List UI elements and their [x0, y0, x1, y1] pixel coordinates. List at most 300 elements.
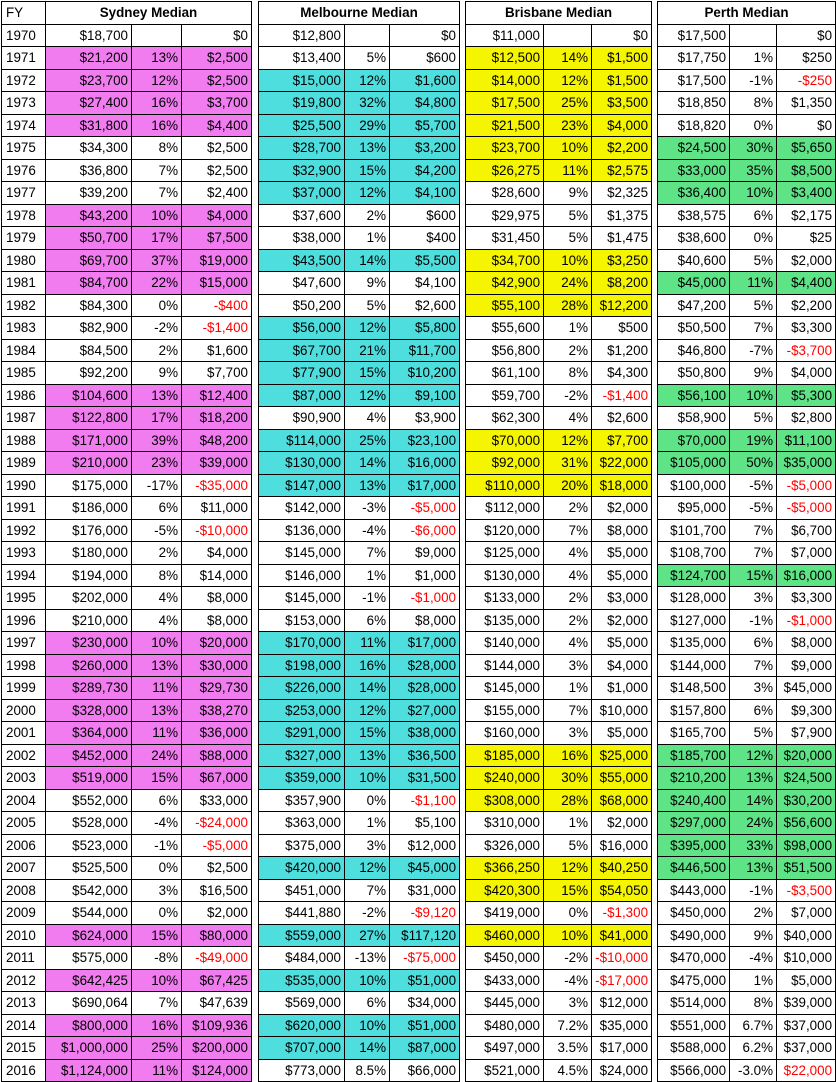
table-row — [2, 24, 836, 47]
melbourne-change-cell: $9,100 — [390, 384, 460, 407]
perth-pct-cell: 6% — [730, 204, 777, 227]
sydney-change-cell: $124,000 — [182, 1059, 252, 1082]
perth-change-cell: -$250 — [777, 69, 836, 92]
fy-cell: 1973 — [2, 92, 46, 115]
table-row — [2, 474, 836, 497]
sydney-median-cell: $525,500 — [46, 857, 132, 880]
perth-pct-cell: 7% — [730, 317, 777, 340]
perth-median-cell: $470,000 — [658, 947, 730, 970]
brisbane-pct-cell: 1% — [544, 812, 592, 835]
perth-pct-cell: -5% — [730, 497, 777, 520]
brisbane-change-cell: $1,000 — [592, 677, 652, 700]
melbourne-pct-cell: 11% — [345, 632, 390, 655]
column-gap — [252, 497, 259, 520]
fy-cell: 1980 — [2, 249, 46, 272]
brisbane-median-cell: $34,700 — [466, 249, 544, 272]
perth-pct-cell: 5% — [730, 722, 777, 745]
brisbane-median-cell: $155,000 — [466, 699, 544, 722]
fy-cell: 2012 — [2, 969, 46, 992]
sydney-change-cell: $2,500 — [182, 857, 252, 880]
sydney-pct-cell: 15% — [132, 924, 182, 947]
melbourne-median-cell: $77,900 — [259, 362, 345, 385]
perth-pct-cell: 8% — [730, 92, 777, 115]
sydney-median-cell: $84,700 — [46, 272, 132, 295]
brisbane-median-cell: $31,450 — [466, 227, 544, 250]
brisbane-change-cell: $1,475 — [592, 227, 652, 250]
fy-cell: 2000 — [2, 699, 46, 722]
column-gap — [252, 182, 259, 205]
brisbane-pct-cell: 12% — [544, 429, 592, 452]
perth-pct-cell: 5% — [730, 294, 777, 317]
perth-change-cell: $2,800 — [777, 407, 836, 430]
column-gap — [252, 767, 259, 790]
brisbane-median-cell: $308,000 — [466, 789, 544, 812]
sydney-pct-cell: 11% — [132, 677, 182, 700]
melbourne-median-cell: $130,000 — [259, 452, 345, 475]
brisbane-pct-cell: 4% — [544, 542, 592, 565]
perth-pct-cell: 33% — [730, 834, 777, 857]
sydney-change-cell: $48,200 — [182, 429, 252, 452]
fy-cell: 1996 — [2, 609, 46, 632]
table-row — [2, 317, 836, 340]
brisbane-pct-cell: 3% — [544, 992, 592, 1015]
sydney-change-cell: $2,500 — [182, 47, 252, 70]
brisbane-change-cell: $2,000 — [592, 609, 652, 632]
perth-median-cell: $95,000 — [658, 497, 730, 520]
perth-pct-cell: 0% — [730, 227, 777, 250]
sydney-change-cell: $4,400 — [182, 114, 252, 137]
sydney-median-cell: $1,124,000 — [46, 1059, 132, 1082]
brisbane-median-cell: $433,000 — [466, 969, 544, 992]
sydney-change-cell: $33,000 — [182, 789, 252, 812]
perth-median-cell: $157,800 — [658, 699, 730, 722]
brisbane-pct-cell: 2% — [544, 339, 592, 362]
fy-cell: 2001 — [2, 722, 46, 745]
brisbane-median-cell: $12,500 — [466, 47, 544, 70]
melbourne-median-cell: $38,000 — [259, 227, 345, 250]
fy-cell: 1977 — [2, 182, 46, 205]
sydney-change-cell: $12,400 — [182, 384, 252, 407]
melbourne-change-cell: $23,100 — [390, 429, 460, 452]
melbourne-pct-cell: 5% — [345, 47, 390, 70]
sydney-change-cell: $14,000 — [182, 564, 252, 587]
melbourne-change-cell: $600 — [390, 47, 460, 70]
melbourne-median-cell: $147,000 — [259, 474, 345, 497]
brisbane-change-cell: $8,200 — [592, 272, 652, 295]
melbourne-change-cell: -$1,000 — [390, 587, 460, 610]
perth-change-cell: $6,700 — [777, 519, 836, 542]
melbourne-change-cell: $600 — [390, 204, 460, 227]
fy-cell: 1981 — [2, 272, 46, 295]
melbourne-change-cell: $34,000 — [390, 992, 460, 1015]
sydney-change-cell: $16,500 — [182, 879, 252, 902]
melbourne-median-cell: $327,000 — [259, 744, 345, 767]
perth-change-cell: $40,000 — [777, 924, 836, 947]
perth-change-cell: -$5,000 — [777, 497, 836, 520]
brisbane-median-cell: $28,600 — [466, 182, 544, 205]
column-gap — [252, 902, 259, 925]
fy-cell: 1985 — [2, 362, 46, 385]
perth-median-cell: $17,750 — [658, 47, 730, 70]
brisbane-pct-cell: 7.2% — [544, 1014, 592, 1037]
perth-pct-cell: 5% — [730, 249, 777, 272]
melbourne-change-cell: $4,200 — [390, 159, 460, 182]
melbourne-median-cell: $170,000 — [259, 632, 345, 655]
perth-median-cell: $395,000 — [658, 834, 730, 857]
melbourne-pct-cell: 27% — [345, 924, 390, 947]
sydney-change-cell: $0 — [182, 24, 252, 47]
fy-cell: 2015 — [2, 1037, 46, 1060]
perth-change-cell: $37,000 — [777, 1037, 836, 1060]
perth-change-cell: $0 — [777, 24, 836, 47]
sydney-median-cell: $50,700 — [46, 227, 132, 250]
brisbane-change-cell: $3,250 — [592, 249, 652, 272]
table-row — [2, 159, 836, 182]
fy-cell: 1994 — [2, 564, 46, 587]
fy-cell: 2003 — [2, 767, 46, 790]
brisbane-pct-cell: 16% — [544, 744, 592, 767]
column-gap — [252, 227, 259, 250]
perth-median-cell: $105,000 — [658, 452, 730, 475]
table-row — [2, 609, 836, 632]
sydney-pct-cell: 22% — [132, 272, 182, 295]
perth-median-cell: $50,800 — [658, 362, 730, 385]
perth-median-cell: $128,000 — [658, 587, 730, 610]
melbourne-median-cell: $37,600 — [259, 204, 345, 227]
perth-median-cell: $18,820 — [658, 114, 730, 137]
perth-median-cell: $101,700 — [658, 519, 730, 542]
melbourne-median-cell: $145,000 — [259, 587, 345, 610]
melbourne-median-cell: $375,000 — [259, 834, 345, 857]
fy-cell: 1997 — [2, 632, 46, 655]
sydney-pct-cell — [132, 24, 182, 47]
sydney-pct-cell: 16% — [132, 1014, 182, 1037]
column-gap — [252, 587, 259, 610]
sydney-change-cell: $7,500 — [182, 227, 252, 250]
column-gap — [252, 474, 259, 497]
column-gap — [252, 519, 259, 542]
sydney-header: Sydney Median — [46, 2, 252, 25]
melbourne-median-cell: $15,000 — [259, 69, 345, 92]
fy-cell: 1995 — [2, 587, 46, 610]
perth-median-cell: $210,200 — [658, 767, 730, 790]
fy-cell: 1974 — [2, 114, 46, 137]
fy-cell: 1998 — [2, 654, 46, 677]
fy-cell: 1970 — [2, 24, 46, 47]
perth-change-cell: $2,000 — [777, 249, 836, 272]
brisbane-pct-cell — [544, 24, 592, 47]
column-gap — [252, 1037, 259, 1060]
fy-cell: 1978 — [2, 204, 46, 227]
perth-change-cell: $2,200 — [777, 294, 836, 317]
melbourne-pct-cell: 12% — [345, 699, 390, 722]
sydney-pct-cell: 8% — [132, 137, 182, 160]
sydney-pct-cell: 10% — [132, 632, 182, 655]
melbourne-pct-cell: 1% — [345, 564, 390, 587]
brisbane-change-cell: $54,050 — [592, 879, 652, 902]
melbourne-median-cell: $620,000 — [259, 1014, 345, 1037]
brisbane-change-cell: $8,000 — [592, 519, 652, 542]
sydney-change-cell: $11,000 — [182, 497, 252, 520]
melbourne-header: Melbourne Median — [259, 2, 460, 25]
sydney-change-cell: -$1,400 — [182, 317, 252, 340]
perth-change-cell: $2,175 — [777, 204, 836, 227]
melbourne-median-cell: $37,000 — [259, 182, 345, 205]
perth-median-cell: $185,700 — [658, 744, 730, 767]
table-row — [2, 542, 836, 565]
sydney-pct-cell: 23% — [132, 452, 182, 475]
sydney-pct-cell: 10% — [132, 969, 182, 992]
fy-cell: 1988 — [2, 429, 46, 452]
column-gap — [252, 924, 259, 947]
column-gap — [252, 114, 259, 137]
melbourne-pct-cell: 3% — [345, 834, 390, 857]
perth-pct-cell: 10% — [730, 384, 777, 407]
perth-median-cell: $297,000 — [658, 812, 730, 835]
table-row — [2, 114, 836, 137]
table-row — [2, 812, 836, 835]
table-row — [2, 227, 836, 250]
sydney-change-cell: $1,600 — [182, 339, 252, 362]
brisbane-pct-cell: 4% — [544, 564, 592, 587]
melbourne-pct-cell: 15% — [345, 362, 390, 385]
sydney-median-cell: $328,000 — [46, 699, 132, 722]
melbourne-median-cell: $226,000 — [259, 677, 345, 700]
perth-change-cell: $8,500 — [777, 159, 836, 182]
sydney-pct-cell: 7% — [132, 182, 182, 205]
brisbane-pct-cell: -4% — [544, 969, 592, 992]
melbourne-pct-cell: 14% — [345, 452, 390, 475]
melbourne-pct-cell: 14% — [345, 677, 390, 700]
table-row — [2, 744, 836, 767]
perth-pct-cell: 14% — [730, 789, 777, 812]
sydney-pct-cell: 11% — [132, 1059, 182, 1082]
brisbane-median-cell: $55,600 — [466, 317, 544, 340]
brisbane-median-cell: $61,100 — [466, 362, 544, 385]
brisbane-change-cell: $5,000 — [592, 542, 652, 565]
melbourne-pct-cell: 12% — [345, 69, 390, 92]
sydney-median-cell: $23,700 — [46, 69, 132, 92]
perth-pct-cell: 8% — [730, 992, 777, 1015]
brisbane-median-cell: $497,000 — [466, 1037, 544, 1060]
melbourne-median-cell: $569,000 — [259, 992, 345, 1015]
melbourne-pct-cell: 13% — [345, 137, 390, 160]
perth-change-cell: $11,100 — [777, 429, 836, 452]
column-gap — [252, 452, 259, 475]
brisbane-median-cell: $14,000 — [466, 69, 544, 92]
sydney-median-cell: $122,800 — [46, 407, 132, 430]
table-row — [2, 204, 836, 227]
sydney-median-cell: $180,000 — [46, 542, 132, 565]
perth-median-cell: $24,500 — [658, 137, 730, 160]
melbourne-change-cell: $4,100 — [390, 182, 460, 205]
table-row — [2, 69, 836, 92]
column-gap — [252, 947, 259, 970]
sydney-pct-cell: 8% — [132, 564, 182, 587]
perth-median-cell: $148,500 — [658, 677, 730, 700]
column-gap — [252, 429, 259, 452]
perth-median-cell: $56,100 — [658, 384, 730, 407]
fy-cell: 1990 — [2, 474, 46, 497]
column-gap — [252, 564, 259, 587]
perth-pct-cell: -5% — [730, 474, 777, 497]
column-gap — [252, 137, 259, 160]
column-gap — [252, 1014, 259, 1037]
perth-change-cell: $98,000 — [777, 834, 836, 857]
brisbane-pct-cell: 5% — [544, 204, 592, 227]
melbourne-pct-cell: 12% — [345, 182, 390, 205]
sydney-median-cell: $519,000 — [46, 767, 132, 790]
melbourne-change-cell: $66,000 — [390, 1059, 460, 1082]
sydney-change-cell: $67,425 — [182, 969, 252, 992]
brisbane-pct-cell: 4% — [544, 407, 592, 430]
table-row — [2, 857, 836, 880]
melbourne-pct-cell: 8.5% — [345, 1059, 390, 1082]
melbourne-pct-cell: 10% — [345, 969, 390, 992]
brisbane-pct-cell: 15% — [544, 879, 592, 902]
sydney-change-cell: -$24,000 — [182, 812, 252, 835]
table-row — [2, 272, 836, 295]
sydney-pct-cell: 4% — [132, 609, 182, 632]
brisbane-change-cell: $68,000 — [592, 789, 652, 812]
sydney-median-cell: $1,000,000 — [46, 1037, 132, 1060]
sydney-median-cell: $230,000 — [46, 632, 132, 655]
perth-change-cell: $7,000 — [777, 902, 836, 925]
header-row — [2, 2, 836, 25]
sydney-median-cell: $452,000 — [46, 744, 132, 767]
melbourne-pct-cell: 14% — [345, 249, 390, 272]
melbourne-median-cell: $90,900 — [259, 407, 345, 430]
table-row — [2, 947, 836, 970]
perth-change-cell: -$1,000 — [777, 609, 836, 632]
melbourne-change-cell: -$9,120 — [390, 902, 460, 925]
brisbane-pct-cell: 10% — [544, 924, 592, 947]
sydney-change-cell: $3,700 — [182, 92, 252, 115]
melbourne-median-cell: $441,880 — [259, 902, 345, 925]
brisbane-change-cell: $2,000 — [592, 812, 652, 835]
table-row — [2, 339, 836, 362]
melbourne-pct-cell: -2% — [345, 902, 390, 925]
brisbane-change-cell: $1,200 — [592, 339, 652, 362]
melbourne-pct-cell: 14% — [345, 1037, 390, 1060]
brisbane-pct-cell: 1% — [544, 317, 592, 340]
fy-cell: 1983 — [2, 317, 46, 340]
brisbane-change-cell: $35,000 — [592, 1014, 652, 1037]
brisbane-median-cell: $419,000 — [466, 902, 544, 925]
brisbane-pct-cell: -2% — [544, 947, 592, 970]
melbourne-pct-cell: 12% — [345, 857, 390, 880]
sydney-pct-cell: -5% — [132, 519, 182, 542]
melbourne-change-cell: $11,700 — [390, 339, 460, 362]
sydney-change-cell: $2,500 — [182, 137, 252, 160]
melbourne-pct-cell: 1% — [345, 227, 390, 250]
melbourne-median-cell: $707,000 — [259, 1037, 345, 1060]
perth-median-cell: $36,400 — [658, 182, 730, 205]
brisbane-median-cell: $29,975 — [466, 204, 544, 227]
sydney-change-cell: $47,639 — [182, 992, 252, 1015]
sydney-median-cell: $34,300 — [46, 137, 132, 160]
perth-pct-cell: 19% — [730, 429, 777, 452]
melbourne-median-cell: $12,800 — [259, 24, 345, 47]
column-gap — [252, 69, 259, 92]
brisbane-change-cell: $2,200 — [592, 137, 652, 160]
brisbane-change-cell: $4,300 — [592, 362, 652, 385]
melbourne-median-cell: $291,000 — [259, 722, 345, 745]
melbourne-pct-cell: 1% — [345, 812, 390, 835]
column-gap — [252, 47, 259, 70]
column-gap — [252, 677, 259, 700]
brisbane-median-cell: $366,250 — [466, 857, 544, 880]
melbourne-change-cell: $16,000 — [390, 452, 460, 475]
melbourne-pct-cell: -3% — [345, 497, 390, 520]
brisbane-pct-cell: 4% — [544, 632, 592, 655]
brisbane-median-cell: $21,500 — [466, 114, 544, 137]
table-row — [2, 969, 836, 992]
brisbane-pct-cell: 12% — [544, 69, 592, 92]
table-row — [2, 632, 836, 655]
brisbane-change-cell: $2,600 — [592, 407, 652, 430]
brisbane-pct-cell: 24% — [544, 272, 592, 295]
sydney-change-cell: $2,500 — [182, 69, 252, 92]
brisbane-change-cell: $5,000 — [592, 722, 652, 745]
perth-pct-cell: 9% — [730, 362, 777, 385]
sydney-change-cell: $29,730 — [182, 677, 252, 700]
column-gap — [252, 632, 259, 655]
brisbane-median-cell: $55,100 — [466, 294, 544, 317]
sydney-pct-cell: 16% — [132, 92, 182, 115]
perth-change-cell: $5,650 — [777, 137, 836, 160]
sydney-pct-cell: 2% — [132, 542, 182, 565]
sydney-pct-cell: 13% — [132, 654, 182, 677]
brisbane-median-cell: $125,000 — [466, 542, 544, 565]
brisbane-change-cell: $3,500 — [592, 92, 652, 115]
brisbane-median-cell: $130,000 — [466, 564, 544, 587]
sydney-change-cell: $20,000 — [182, 632, 252, 655]
brisbane-change-cell: $5,000 — [592, 564, 652, 587]
brisbane-pct-cell: 28% — [544, 294, 592, 317]
sydney-median-cell: $43,200 — [46, 204, 132, 227]
table-row — [2, 497, 836, 520]
melbourne-pct-cell: 6% — [345, 609, 390, 632]
brisbane-pct-cell: 2% — [544, 609, 592, 632]
melbourne-median-cell: $19,800 — [259, 92, 345, 115]
perth-pct-cell: 1% — [730, 969, 777, 992]
perth-median-cell: $50,500 — [658, 317, 730, 340]
median-price-table — [1, 1, 836, 1082]
brisbane-change-cell: $12,000 — [592, 992, 652, 1015]
melbourne-pct-cell: 12% — [345, 317, 390, 340]
melbourne-pct-cell: 13% — [345, 744, 390, 767]
brisbane-pct-cell: 9% — [544, 182, 592, 205]
fy-cell: 1975 — [2, 137, 46, 160]
sydney-median-cell: $642,425 — [46, 969, 132, 992]
melbourne-pct-cell: 13% — [345, 474, 390, 497]
brisbane-median-cell: $56,800 — [466, 339, 544, 362]
column-gap — [252, 879, 259, 902]
perth-pct-cell: -1% — [730, 879, 777, 902]
melbourne-median-cell: $253,000 — [259, 699, 345, 722]
perth-pct-cell: 30% — [730, 137, 777, 160]
sydney-median-cell: $202,000 — [46, 587, 132, 610]
brisbane-median-cell: $420,300 — [466, 879, 544, 902]
melbourne-change-cell: $51,000 — [390, 1014, 460, 1037]
perth-change-cell: $8,000 — [777, 632, 836, 655]
brisbane-pct-cell: 1% — [544, 677, 592, 700]
melbourne-change-cell: $4,100 — [390, 272, 460, 295]
table-row — [2, 249, 836, 272]
table-row — [2, 654, 836, 677]
perth-pct-cell: 6% — [730, 699, 777, 722]
